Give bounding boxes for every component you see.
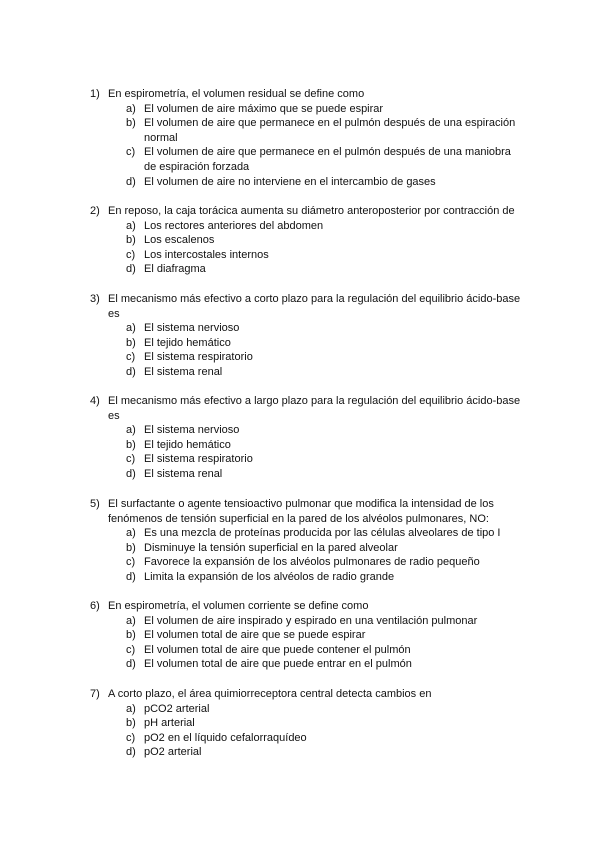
option-label: a) <box>126 322 136 335</box>
option-text: El sistema respiratorio <box>144 351 253 364</box>
option-text: El sistema nervioso <box>144 424 240 437</box>
option-label: d) <box>126 175 136 188</box>
option-text: El sistema renal <box>144 467 223 480</box>
option-label: d) <box>126 570 136 583</box>
option-b <box>0 233 524 248</box>
question-7 <box>0 687 600 760</box>
option-text: Es una mezcla de proteínas producida por las células alveolares de tipo I <box>144 527 501 540</box>
option-text: El tejido hemático <box>144 336 231 349</box>
question-stem <box>0 687 528 702</box>
option-text: El volumen total de aire que puede entrar en el pulmón <box>144 658 412 671</box>
option-d <box>0 365 524 380</box>
question-1 <box>0 87 600 189</box>
option-text: pCO2 arterial <box>144 702 210 715</box>
question-number: 6) <box>90 600 100 612</box>
option-text: El volumen total de aire que se puede espirar <box>144 629 366 642</box>
option-b <box>0 628 524 643</box>
question-text: En espirometría, el volumen corriente se define como <box>108 600 369 612</box>
option-label: a) <box>126 424 136 437</box>
option-text: Limita la expansión de los alvéolos de radio grande <box>144 570 395 583</box>
question-text: El mecanismo más efectivo a largo plazo para la regulación del equilibrio ácido-base es <box>108 395 521 422</box>
option-text: Los rectores anteriores del abdomen <box>144 219 324 232</box>
question-stem <box>0 292 528 321</box>
option-label: b) <box>126 541 136 554</box>
option-c <box>0 452 524 467</box>
option-text: Los intercostales internos <box>144 248 269 261</box>
option-label: c) <box>126 643 136 656</box>
option-label: c) <box>126 453 136 466</box>
option-a <box>0 219 524 234</box>
option-label: c) <box>126 556 136 569</box>
option-text: Los escalenos <box>144 234 215 247</box>
option-label: b) <box>126 234 136 247</box>
option-c <box>0 555 524 570</box>
option-label: d) <box>126 467 136 480</box>
option-d <box>0 467 524 482</box>
question-text: El mecanismo más efectivo a corto plazo para la regulación del equilibrio ácido-base es <box>108 293 521 320</box>
option-text: El tejido hemático <box>144 438 231 451</box>
option-text: El volumen de aire máximo que se puede espirar <box>144 102 384 115</box>
option-c <box>0 145 524 174</box>
options-list <box>0 614 600 672</box>
options-list <box>0 423 600 481</box>
option-text: pH arterial <box>144 717 195 730</box>
option-label: d) <box>126 658 136 671</box>
question-text: En reposo, la caja torácica aumenta su diámetro anteroposterior por contracción de <box>108 205 515 217</box>
option-c <box>0 350 524 365</box>
question-3 <box>0 292 600 380</box>
option-label: a) <box>126 527 136 540</box>
question-5 <box>0 497 600 585</box>
option-text: El volumen de aire no interviene en el intercambio de gases <box>144 175 436 188</box>
option-text: El diafragma <box>144 263 206 276</box>
question-stem <box>0 204 548 219</box>
option-label: d) <box>126 365 136 378</box>
question-number: 4) <box>90 395 100 407</box>
question-number: 7) <box>90 688 100 700</box>
options-list <box>0 526 600 584</box>
question-text: A corto plazo, el área quimiorreceptora central detecta cambios en <box>108 688 432 700</box>
options-list <box>0 102 600 190</box>
option-label: c) <box>126 146 136 159</box>
question-4 <box>0 394 600 482</box>
option-text: El volumen de aire inspirado y espirado en una ventilación pulmonar <box>144 614 478 627</box>
option-label: c) <box>126 731 136 744</box>
question-stem <box>0 87 528 102</box>
option-a <box>0 102 524 117</box>
question-number: 5) <box>90 498 100 510</box>
option-d <box>0 657 524 672</box>
question-number: 2) <box>90 205 100 217</box>
option-text: Disminuye la tensión superficial en la pared alveolar <box>144 541 398 554</box>
option-c <box>0 731 524 746</box>
option-label: d) <box>126 746 136 759</box>
option-text: El volumen de aire que permanece en el pulmón después de una espiración normal <box>144 117 516 144</box>
question-stem <box>0 394 528 423</box>
question-text: En espirometría, el volumen residual se define como <box>108 88 365 100</box>
question-stem <box>0 599 528 614</box>
option-text: El volumen de aire que permanece en el pulmón después de una maniobra de espiración forzada <box>144 146 511 173</box>
option-label: a) <box>126 219 136 232</box>
option-c <box>0 248 524 263</box>
option-d <box>0 570 524 585</box>
option-a <box>0 614 524 629</box>
option-text: El sistema nervioso <box>144 322 240 335</box>
option-text: Favorece la expansión de los alvéolos pulmonares de radio pequeño <box>144 556 480 569</box>
option-label: b) <box>126 117 136 130</box>
question-2 <box>0 204 600 277</box>
option-b <box>0 336 524 351</box>
option-c <box>0 643 524 658</box>
option-a <box>0 423 524 438</box>
options-list <box>0 321 600 379</box>
option-a <box>0 526 524 541</box>
option-label: a) <box>126 102 136 115</box>
option-a <box>0 702 524 717</box>
option-d <box>0 175 524 190</box>
question-number: 1) <box>90 88 100 100</box>
option-text: El sistema respiratorio <box>144 453 253 466</box>
option-text: pO2 en el líquido cefalorraquídeo <box>144 731 307 744</box>
option-label: b) <box>126 717 136 730</box>
option-b <box>0 541 524 556</box>
option-text: El volumen total de aire que puede contener el pulmón <box>144 643 411 656</box>
option-a <box>0 321 524 336</box>
option-text: El sistema renal <box>144 365 223 378</box>
option-text: pO2 arterial <box>144 746 202 759</box>
option-label: a) <box>126 614 136 627</box>
option-b <box>0 116 524 145</box>
option-d <box>0 262 524 277</box>
option-b <box>0 438 524 453</box>
option-label: c) <box>126 351 136 364</box>
option-label: b) <box>126 438 136 451</box>
option-label: c) <box>126 248 136 261</box>
option-d <box>0 745 524 760</box>
option-label: a) <box>126 702 136 715</box>
question-number: 3) <box>90 293 100 305</box>
question-text: El surfactante o agente tensioactivo pulmonar que modifica la intensidad de los fenómenos de tensión superficial en la pared de los alvéolos pulmonares, NO: <box>108 498 494 525</box>
option-label: b) <box>126 336 136 349</box>
option-label: d) <box>126 263 136 276</box>
option-label: b) <box>126 629 136 642</box>
option-b <box>0 716 524 731</box>
question-6 <box>0 599 600 672</box>
options-list <box>0 702 600 760</box>
question-stem <box>0 497 528 526</box>
options-list <box>0 219 600 277</box>
